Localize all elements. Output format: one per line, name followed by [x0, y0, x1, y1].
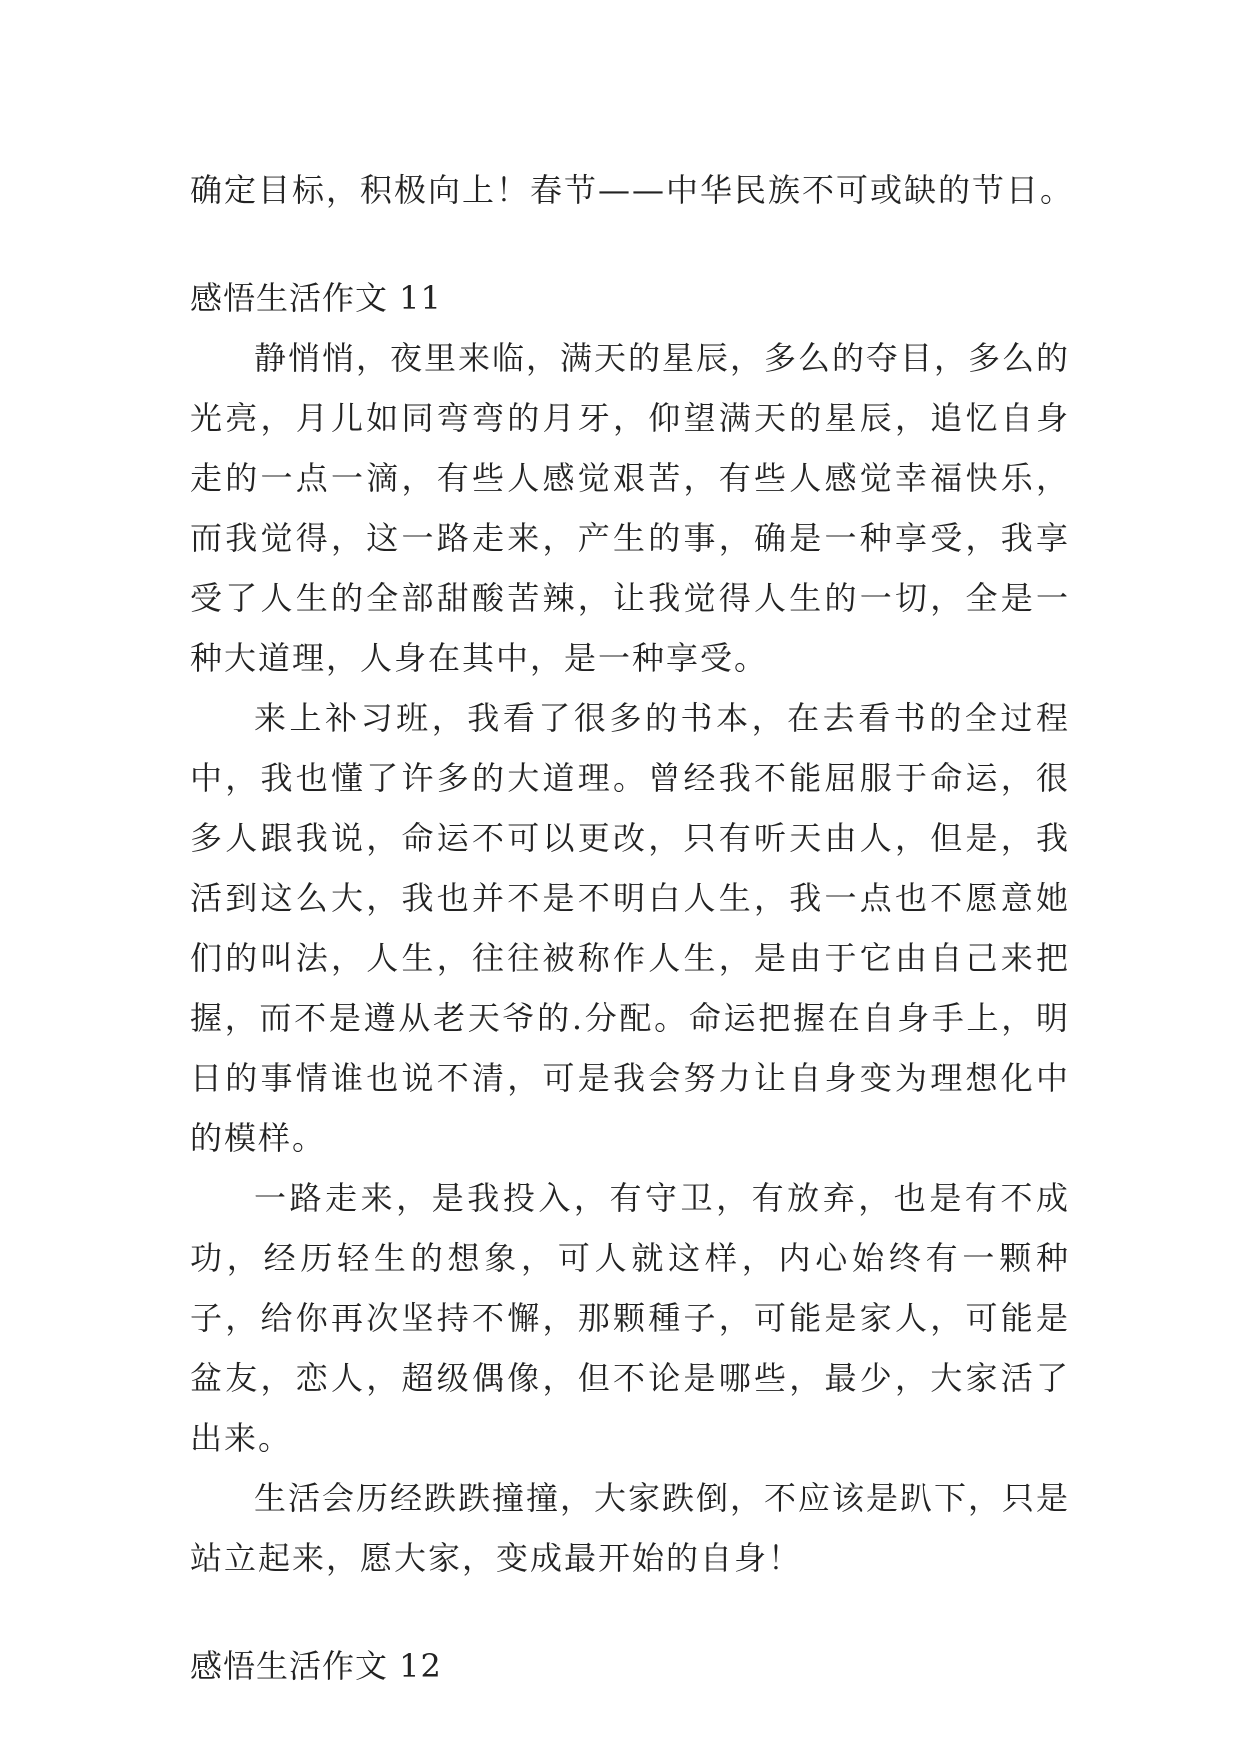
- section-heading: 感悟生活作文 12: [190, 1647, 442, 1685]
- paragraph: 静悄悄，夜里来临，满天的星辰，多么的夺目，多么的光亮，月儿如同弯弯的月牙，仰望满天的星辰，追忆自身走的一点一滴，有些人感觉艰苦，有些人感觉幸福快乐，而我觉得，这一路走来，产生的事，确是一种享受，我享受了人生的全部甜酸苦辣，让我觉得人生的一切，全是一种大道理，人身在其中，是一种享受。: [190, 339, 1071, 677]
- continued-line: 确定目标，积极向上！春节——中华民族不可或缺的节日。: [190, 171, 1075, 209]
- paragraph: 生活会历经跌跌撞撞，大家跌倒，不应该是趴下，只是站立起来，愿大家，变成最开始的自身！: [190, 1479, 1071, 1577]
- paragraph: 来上补习班，我看了很多的书本，在去看书的全过程中，我也懂了许多的大道理。曾经我不能屈服于命运，很多人跟我说，命运不可以更改，只有听天由人，但是，我活到这么大，我也并不是不明白人生，我一点也不愿意她们的叫法，人生，往往被称作人生，是由于它由自己来把握，而不是遵从老天爷的.分配。命运把握在自身手上，明日的事情谁也说不清，可是我会努力让自身变为理想化中的模样。: [190, 699, 1070, 1157]
- spacer: [190, 220, 1070, 268]
- section-heading: 感悟生活作文 11: [190, 279, 442, 317]
- spacer: [190, 1588, 1070, 1636]
- paragraph: 一路走来，是我投入，有守卫，有放弃，也是有不成功，经历轻生的想象，可人就这样，内心始终有一颗种子，给你再次坚持不懈，那颗種子，可能是家人，可能是盆友，恋人，超级偶像，但不论是哪些，最少，大家活了出来。: [190, 1179, 1070, 1457]
- document-body: [190, 160, 1075, 1696]
